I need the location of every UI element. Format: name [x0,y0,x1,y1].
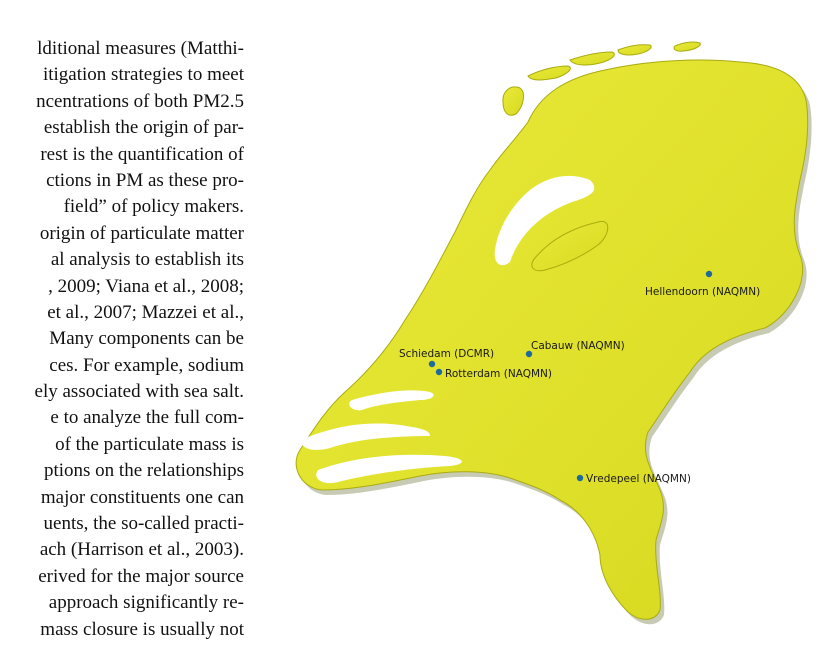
text-line: ptions on the relationships [43,460,244,482]
text-line: lditional measures (Matthi- [37,38,244,59]
station-marker-vredepeel [577,475,583,481]
station-label-rotterdam: Rotterdam (NAQMN) [445,368,552,380]
station-marker-hellendoorn [706,271,712,277]
text-line: al analysis to establish its [50,249,244,271]
text-line: ncentrations of both PM2.5 [36,90,244,112]
text-line: ach (Harrison et al., 2003). [39,539,244,561]
text-line: ely associated with sea salt. [34,381,244,403]
text-line: ces. For example, sodium [49,354,244,376]
schiermonnikoog-island [674,42,700,51]
text-line: erived for the major source [38,565,244,587]
text-line: major constituents one can [40,486,244,508]
text-line: origin of particulate matter [39,222,244,244]
station-marker-schiedam [429,361,435,367]
ameland-island [618,45,651,55]
terschelling-island [570,52,614,65]
text-line: field” of policy makers. [63,196,244,218]
text-line: e to analyze the full com- [50,407,244,429]
text-line: approach significantly re- [48,592,244,614]
text-line: et al., 2007; Mazzei et al., [47,301,244,323]
station-label-vredepeel: Vredepeel (NAQMN) [586,473,691,485]
text-line: rest is the quantification of [40,143,244,165]
text-line: mass closure is usually not [40,618,244,640]
text-line: of the particulate mass is [55,433,244,455]
station-label-cabauw: Cabauw (NAQMN) [531,340,625,352]
station-label-hellendoorn: Hellendoorn (NAQMN) [645,286,761,298]
text-line: uents, the so-called practi- [43,513,244,535]
text-line: Many components can be [49,328,244,350]
texel-island [503,87,524,115]
text-line: itigation strategies to meet [42,64,244,86]
station-marker-rotterdam [436,369,442,375]
text-line: , 2009; Viana et al., 2008; [48,275,244,297]
vlieland-island [528,66,570,80]
text-line: ctions in PM as these pro- [46,169,244,191]
text-line: establish the origin of par- [43,117,244,139]
station-label-schiedam: Schiedam (DCMR) [399,348,495,360]
